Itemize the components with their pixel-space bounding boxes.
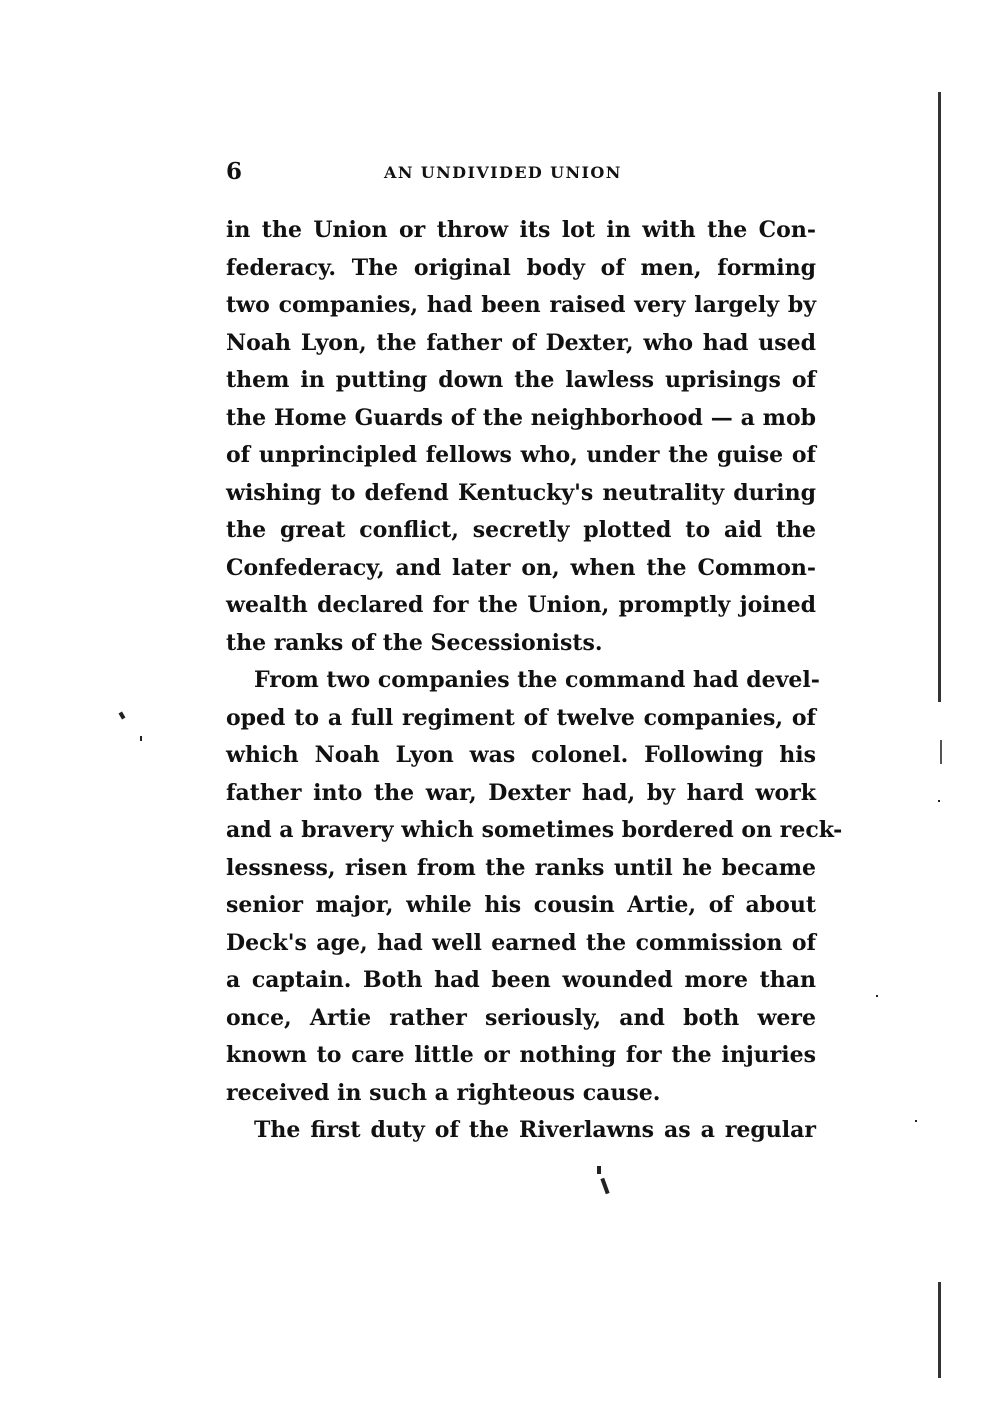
text-line: a captain. Both had been wounded more than xyxy=(226,967,816,993)
scan-speck xyxy=(140,736,142,741)
scan-speck xyxy=(119,711,126,719)
text-line: the great conflict, secretly plotted to aid the xyxy=(226,517,816,543)
text-line: father into the war, Dexter had, by hard work xyxy=(226,779,816,806)
text-line: Noah Lyon, the father of Dexter, who had used xyxy=(226,329,816,356)
scan-speck xyxy=(876,995,878,997)
text-line: the Home Guards of the neighborhood — a mob xyxy=(226,404,816,431)
scan-speck xyxy=(938,800,940,802)
text-line: The first duty of the Riverlawns as a regular xyxy=(254,1117,816,1143)
text-line: which Noah Lyon was colonel. Following his xyxy=(226,742,816,768)
text-line: in the Union or throw its lot in with the Con- xyxy=(226,217,816,243)
text-line: of unprincipled fellows who, under the guise of xyxy=(226,442,816,468)
page-number: 6 xyxy=(226,158,243,185)
text-line: wealth declared for the Union, promptly joined xyxy=(226,592,816,618)
text-line: senior major, while his cousin Artie, of about xyxy=(226,892,816,918)
text-line: lessness, risen from the ranks until he became xyxy=(226,854,816,881)
scan-speck xyxy=(915,1120,917,1122)
text-line: wishing to defend Kentucky's neutrality during xyxy=(226,479,816,506)
text-line: received in such a righteous cause. xyxy=(226,1079,661,1106)
text-line: Confederacy, and later on, when the Common- xyxy=(226,554,816,581)
scan-edge-line xyxy=(938,92,941,702)
scan-edge-line xyxy=(938,1282,941,1378)
text-line: once, Artie rather seriously, and both were xyxy=(226,1004,816,1031)
text-line: two companies, had been raised very largely by xyxy=(226,292,816,318)
text-line: them in putting down the lawless uprisings of xyxy=(226,367,816,393)
scan-speck xyxy=(600,1178,609,1194)
text-line: oped to a full regiment of twelve companies, of xyxy=(226,704,816,731)
text-line: known to care little or nothing for the injuries xyxy=(226,1042,816,1068)
text-line: From two companies the command had devel- xyxy=(254,667,820,693)
text-line: the ranks of the Secessionists. xyxy=(226,629,603,656)
scan-edge-line xyxy=(940,740,942,764)
scan-speck xyxy=(597,1166,601,1174)
body-text xyxy=(226,212,843,1150)
text-line: federacy. The original body of men, forming xyxy=(226,254,816,281)
running-head: AN UNDIVIDED UNION xyxy=(384,163,622,182)
text-line: Deck's age, had well earned the commission of xyxy=(226,929,816,956)
text-line: and a bravery which sometimes bordered on reck- xyxy=(226,817,843,843)
